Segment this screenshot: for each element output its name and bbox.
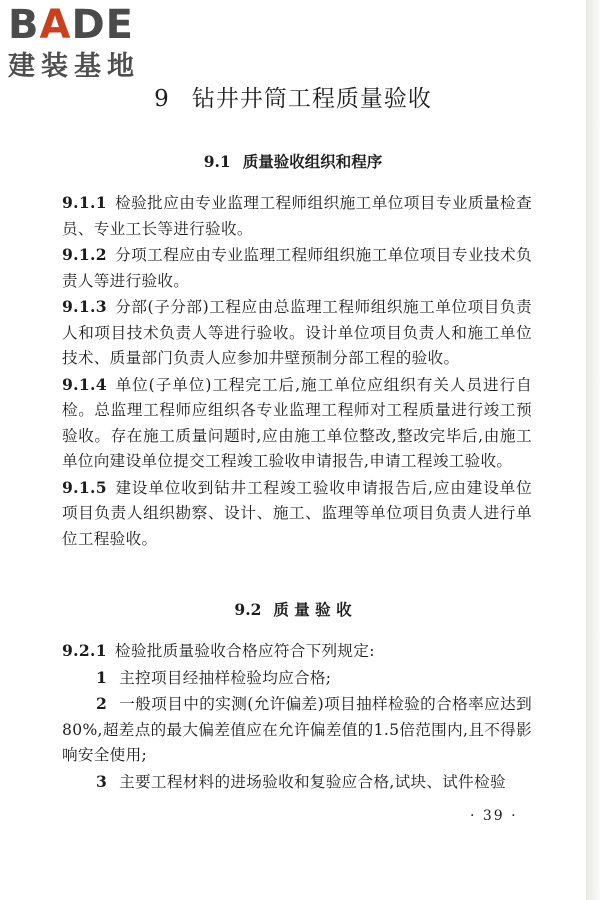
chapter-heading bbox=[0, 80, 586, 113]
logo-wordmark: BADE bbox=[8, 2, 134, 48]
clause-paragraph: 9.2.1 检验批质量验收合格应符合下列规定: bbox=[62, 641, 375, 660]
list-item: 2 一般项目中的实测(允许偏差)项目抽样检验的合格率应达到80%,超差点的最大偏差值应在允许偏差值的1.5倍范围内,且不得影响安全使用; bbox=[62, 694, 532, 764]
page-edge-shadow bbox=[586, 0, 600, 900]
clause-paragraph: 9.1.2 分项工程应由专业监理工程师组织施工单位项目专业技术负责人等进行验收。 bbox=[62, 245, 532, 290]
chapter-title: 钻井井筒工程质量验收 bbox=[191, 86, 432, 112]
section-heading bbox=[0, 150, 586, 172]
list-item: 3 主要工程材料的进场验收和复验应合格,试块、试件检验 bbox=[96, 771, 506, 791]
section-number: 9.1 bbox=[203, 152, 231, 171]
bade-logo bbox=[8, 4, 178, 84]
section-9-2-body bbox=[62, 638, 532, 795]
clause-paragraph: 9.1.4 单位(子单位)工程完工后,施工单位应组织有关人员进行自检。总监理工程师应组织各专业监理工程师对工程质量进行竣工预验收。存在施工质量问题时,应由施工单位整改,整改完毕后,由施工单位向建设单位提交工程竣工验收申请报告,申请工程竣工验收。 bbox=[62, 374, 532, 470]
page-number: · 39 · bbox=[470, 808, 518, 824]
list-item: 1 主控项目经抽样检验均应合格; bbox=[96, 667, 332, 687]
section-9-1-body bbox=[62, 190, 532, 552]
clause-paragraph: 9.1.1 检验批应由专业监理工程师组织施工单位项目专业质量检查员、专业工长等进行验收。 bbox=[62, 193, 532, 238]
section-title: 质 量 验 收 bbox=[273, 601, 352, 619]
clause-paragraph: 9.1.5 建设单位收到钻井工程竣工验收申请报告后,应由建设单位项目负责人组织勘察、设计、施工、监理等单位项目负责人进行单位工程验收。 bbox=[62, 477, 532, 548]
chapter-number: 9 bbox=[154, 86, 170, 112]
section-number: 9.2 bbox=[234, 600, 262, 619]
logo-subtitle: 建装基地 bbox=[8, 51, 140, 82]
clause-paragraph: 9.1.3 分部(子分部)工程应由总监理工程师组织施工单位项目负责人和项目技术负责人等进行验收。设计单位项目负责人和施工单位技术、质量部门负责人应参加井壁预制分部工程的验收。 bbox=[62, 297, 532, 367]
section-heading bbox=[0, 598, 586, 620]
section-title: 质量验收组织和程序 bbox=[242, 153, 383, 171]
